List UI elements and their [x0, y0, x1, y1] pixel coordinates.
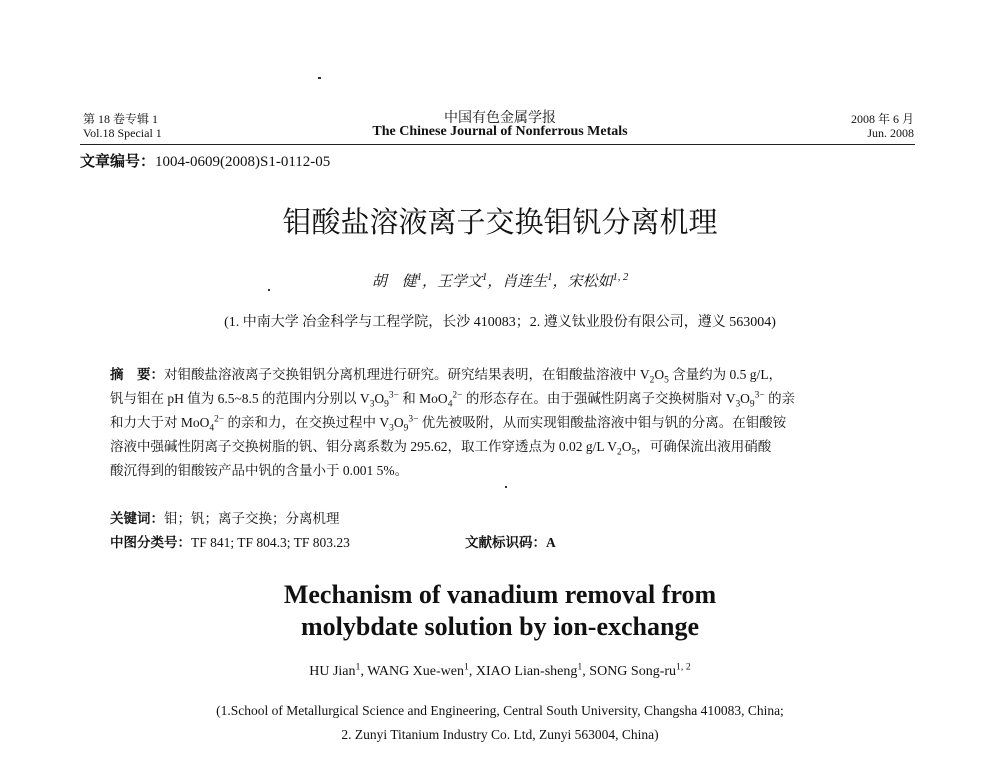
author-cn: 王学文 [436, 274, 482, 290]
classification-label: 中图分类号： [110, 535, 191, 550]
author-affil-mark: 1, 2 [612, 272, 629, 283]
abstract-line: 和力大于对 MoO$_4^{2-}$ 的亲和力，在交换过程中 $V_3O_9^{3-}$ 优先被吸附，从而实现钼酸盐溶液中钼与钒的分离。在钼酸铵 [110, 414, 787, 434]
author-separator: , [360, 664, 368, 679]
document-code-value: A [546, 535, 556, 550]
article-number-label: 文章编号： [80, 154, 156, 170]
author-separator: , [582, 664, 590, 679]
scan-speck [268, 289, 270, 291]
abstract-line: 钒与钼在 pH 值为 6.5~8.5 的范围内分别以 $V_3O_9^{3-}$ 和 MoO$_4^{2-}$ 的形态存在。由于强碱性阴离子交换树脂对 $V_3O_9^{3-}$ 的亲 [110, 390, 796, 410]
date-en: Jun. 2008 [867, 126, 914, 140]
author-affil-mark: 1 [416, 272, 422, 283]
classification-number [110, 531, 350, 551]
author-affil-mark: 1 [464, 661, 469, 673]
author-separator: ， [552, 274, 568, 290]
scan-speck [318, 77, 321, 79]
scan-speck [505, 486, 507, 488]
abstract-line: 溶液中强碱性阴离子交换树脂的钒、钼分离系数为 295.62，取工作穿透点为 0.02 g/L $V_2O_5$，可确保流出液用硝酸 [110, 439, 772, 458]
header-rule [80, 144, 915, 145]
authors-en [0, 661, 1000, 680]
author-cn: 肖连生 [502, 274, 548, 290]
author-en: WANG Xue-wen [367, 664, 464, 679]
author-en: HU Jian [309, 664, 356, 679]
title-cn: 钼酸盐溶液离子交换钼钒分离机理 [282, 205, 718, 239]
abstract-line: 摘 要：对钼酸盐溶液离子交换钼钒分离机理进行研究。研究结果表明，在钼酸盐溶液中 $V_2O_5$ 含量约为 0.5 g/L， [110, 367, 783, 386]
author-affil-mark: 1 [577, 661, 583, 673]
author-en: SONG Song-ru [589, 664, 677, 679]
volume-en: Vol.18 Special 1 [83, 126, 162, 140]
journal-name-cn: 中国有色金属学报 [444, 111, 556, 126]
author-separator: ， [421, 274, 437, 290]
affiliation-en-line1: (1.School of Metallurgical Science and Engineering, Central South University, Changsha 410083, China; [216, 703, 784, 718]
abstract-line: 酸沉得到的钼酸铵产品中钒的含量小于 0.001 5%。 [110, 463, 409, 478]
keywords-cn [110, 507, 340, 527]
classification-value: TF 841; TF 804.3; TF 803.23 [191, 535, 350, 550]
abstract-cn [110, 363, 900, 483]
title-en-line2: molybdate solution by ion-exchange [301, 612, 699, 641]
author-en: XIAO Lian-sheng [475, 664, 578, 679]
title-en-line1: Mechanism of vanadium removal from [283, 580, 717, 609]
author-separator: ， [487, 274, 503, 290]
affiliation-cn: (1. 中南大学 冶金科学与工程学院，长沙 410083；2. 遵义钛业股份有限公司，遵义 563004) [224, 315, 776, 330]
authors-cn [0, 270, 1000, 291]
author-affil-mark: 1 [355, 661, 361, 673]
volume-cn: 第 18 卷专辑 1 [83, 112, 159, 126]
journal-name-en: The Chinese Journal of Nonferrous Metals [372, 124, 628, 139]
author-affil-mark: 1 [547, 272, 553, 283]
keywords-value: 钼；钒；离子交换；分离机理 [164, 511, 340, 526]
article-number [80, 150, 330, 171]
author-affil-mark: 1, 2 [676, 661, 691, 673]
author-cn: 胡 健 [371, 274, 417, 290]
article-number-value: 1004-0609(2008)S1-0112-05 [155, 154, 331, 170]
date-cn: 2008 年 6 月 [850, 112, 914, 126]
author-cn: 宋松如 [567, 274, 613, 290]
document-code-label: 文献标识码： [465, 535, 546, 550]
affiliation-en-line2: 2. Zunyi Titanium Industry Co. Ltd, Zunyi 563004, China) [341, 727, 659, 742]
abstract-label: 摘 要： [110, 367, 164, 382]
keywords-label: 关键词： [110, 511, 164, 526]
document-code [465, 531, 556, 551]
author-affil-mark: 1 [481, 272, 488, 283]
author-separator: , [468, 664, 476, 679]
